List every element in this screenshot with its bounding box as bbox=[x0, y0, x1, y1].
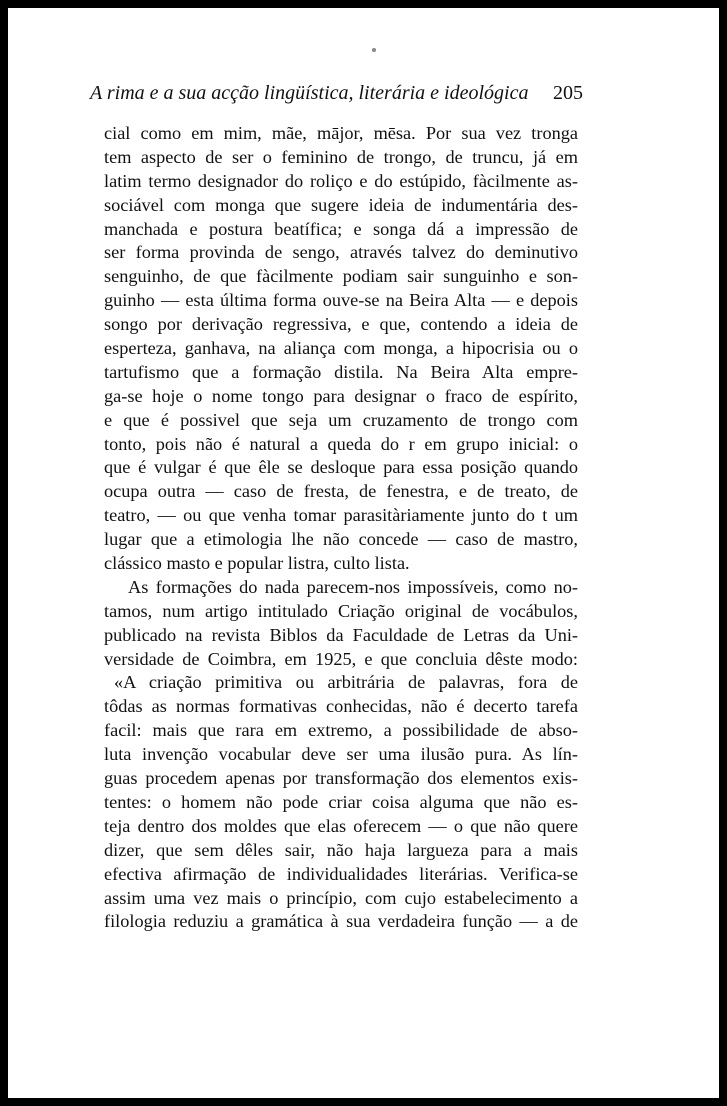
text-line: guas procedem apenas por transformação dos elementos exis- bbox=[104, 768, 578, 789]
text-line: ga-se hoje o nome tongo para designar o fraco de espírito, bbox=[104, 385, 578, 406]
book-page bbox=[8, 8, 719, 1098]
text-line: guinho — esta última forma ouve-se na Beira Alta — e depois bbox=[104, 290, 578, 311]
text-line: assim uma vez mais o princípio, com cujo estabelecimento a bbox=[104, 887, 578, 908]
text-line: facil: mais que rara em extremo, a possibilidade de abso- bbox=[104, 720, 578, 741]
text-line: tentes: o homem não pode criar coisa alguma que não es- bbox=[104, 791, 578, 812]
text-line: ocupa outra — caso de fresta, de fenestra, e de treato, de bbox=[104, 481, 578, 502]
text-line: e que é possivel que seja um cruzamento de trongo com bbox=[104, 409, 578, 430]
text-line: tonto, pois não é natural a queda do r em grupo inicial: o bbox=[104, 433, 578, 454]
text-line: lugar que a etimologia lhe não concede — caso de mastro, bbox=[104, 529, 578, 550]
text-line: dizer, que sem dêles sair, não haja largueza para a mais bbox=[104, 839, 578, 860]
text-line: latim termo designador do roliço e do estúpido, fàcilmente as- bbox=[104, 170, 578, 191]
text-line: manchada e postura beatífica; e songa dá a impressão de bbox=[104, 218, 578, 239]
running-header: A rima e a sua acção lingüística, literária e ideológica bbox=[90, 82, 529, 104]
text-line: tôdas as normas formativas conhecidas, não é decerto tarefa bbox=[104, 696, 578, 717]
text-line: que é vulgar é que êle se desloque para essa posição quando bbox=[104, 457, 578, 478]
text-line: tartufismo que a formação distila. Na Beira Alta empre- bbox=[104, 361, 578, 382]
text-line: efectiva afirmação de individualidades literárias. Verifica-se bbox=[104, 863, 578, 884]
paragraph-end-line: clássico masto e popular listra, culto lista. bbox=[104, 553, 410, 574]
text-line: senguinho, de que fàcilmente podiam sair sunguinho e son- bbox=[104, 266, 578, 287]
text-line: cial como em mim, mãe, mājor, mēsa. Por sua vez tronga bbox=[104, 123, 578, 143]
body-text bbox=[104, 122, 578, 934]
text-line: tamos, num artigo intitulado Criação original de vocábulos, bbox=[104, 600, 578, 621]
text-line: publicado na revista Biblos da Faculdade de Letras da Uni- bbox=[104, 624, 578, 645]
text-line: esperteza, ganhava, na aliança com monga, a hipocrisia ou o bbox=[104, 338, 578, 359]
text-line: versidade de Coimbra, em 1925, e que concluia dêste modo: bbox=[104, 648, 578, 669]
text-line: sociável com monga que sugere ideia de indumentária des- bbox=[104, 194, 578, 215]
text-line: songo por derivação regressiva, e que, contendo a ideia de bbox=[104, 314, 578, 335]
text-line: luta invenção vocabular deve ser uma ilusão pura. As lín- bbox=[104, 744, 578, 765]
paragraph-start-line: As formações do nada parecem-nos impossíveis, como no- bbox=[128, 576, 578, 597]
page-number: 205 bbox=[553, 82, 583, 104]
text-line: teatro, — ou que venha tomar parasitàriamente junto do t um bbox=[104, 505, 578, 526]
text-line: filologia reduziu a gramática à sua verdadeira função — a de bbox=[104, 911, 578, 932]
text-line: teja dentro dos moldes que elas oferecem — o que não quere bbox=[104, 815, 578, 836]
text-line: tem aspecto de ser o feminino de trongo, de truncu, já em bbox=[104, 146, 578, 167]
quotation-start-line: «A criação primitiva ou arbitrária de palavras, fora de bbox=[114, 672, 578, 693]
printing-speck bbox=[372, 48, 376, 52]
text-line: ser forma provinda de sengo, através talvez do deminutivo bbox=[104, 242, 578, 263]
